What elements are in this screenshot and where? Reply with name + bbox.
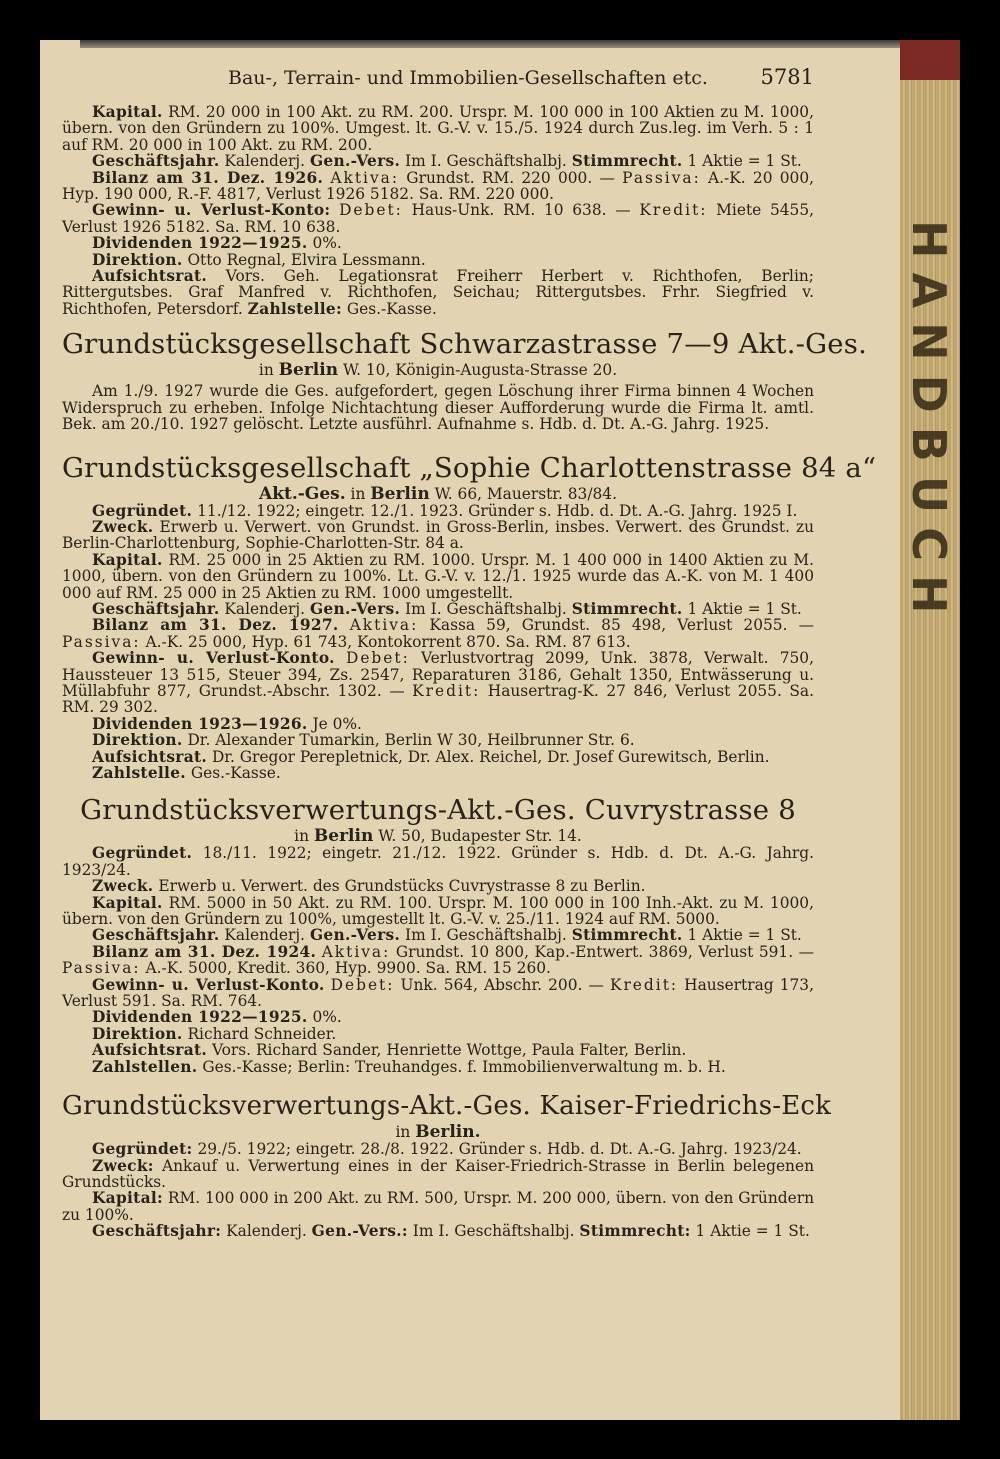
kapital-label: Kapital: bbox=[92, 1189, 163, 1208]
zweck-text: Ankauf u. Verwertung eines in der Kaiser-Friedrich-Strasse in Berlin belegenen Grundstücks. bbox=[62, 1156, 814, 1191]
st-text: 1 Aktie = 1 St. bbox=[687, 152, 802, 171]
aufsichtsrat-text: Dr. Gregor Perepletnick, Dr. Alex. Reichel, Dr. Josef Gurewitsch, Berlin. bbox=[211, 747, 770, 766]
st-label: Stimmrecht. bbox=[571, 152, 683, 171]
gv-label: Gen.-Vers.: bbox=[311, 1222, 408, 1241]
debet-text: Unk. 564, Abschr. 200. — bbox=[400, 975, 604, 994]
company-title: Grundstücksverwertungs-Akt.-Ges. Kaiser-Friedrichs-Eck bbox=[62, 1091, 832, 1122]
kredit-word: Kredit: bbox=[412, 681, 481, 700]
aufsichtsrat-label: Aufsichtsrat. bbox=[92, 1041, 208, 1060]
gegruendet-label: Gegründet. bbox=[92, 501, 193, 520]
kapital-label: Kapital. bbox=[92, 550, 163, 569]
bilanz-label: Bilanz am 31. Dez. 1926. bbox=[92, 168, 324, 187]
direktion-text: Dr. Alexander Tumarkin, Berlin W 30, Heilbrunner Str. 6. bbox=[187, 731, 635, 750]
zweck-text: Erwerb u. Verwert. des Grundstücks Cuvrystrasse 8 zu Berlin. bbox=[158, 877, 646, 896]
gv-text: Im I. Geschäftshalbj. bbox=[412, 1222, 575, 1241]
debet-word: Debet: bbox=[339, 201, 403, 220]
location-city: Berlin. bbox=[415, 1122, 481, 1143]
scanned-book-page bbox=[40, 40, 960, 1420]
dividenden-label: Dividenden 1922—1925. bbox=[92, 234, 308, 253]
st-text: 1 Aktie = 1 St. bbox=[687, 599, 802, 618]
aufsichtsrat-text: Vors. Richard Sander, Henriette Wottge, Paula Falter, Berlin. bbox=[211, 1041, 687, 1060]
gegruendet-text: 11./12. 1922; eingetr. 12./1. 1923. Gründer s. Hdb. d. Dt. A.-G. Jahrg. 1925 I. bbox=[197, 501, 798, 520]
location-city: Berlin bbox=[370, 483, 430, 504]
location-address: W. 50, Budapester Str. 14. bbox=[378, 827, 582, 846]
aktiva-text: Grundst. RM. 220 000. — bbox=[406, 168, 615, 187]
entry-text: Am 1./9. 1927 wurde die Ges. aufgefordert, gegen Löschung ihrer Firma binnen 4 Wochen Widerspruch zu erheben. Infolge Nichtachtung dieser Aufforderung wurde die Firma lt. amtl. Bek. am 20./10. 1927 gelöscht. Letzte ausführl. Aufnahme s. Hdb. d. Dt. A.-G. Jahrg. 1925. bbox=[62, 382, 814, 434]
gj-text: Kalenderj. bbox=[224, 926, 306, 945]
page-top-edge bbox=[80, 40, 900, 48]
location-in: in bbox=[294, 827, 309, 846]
st-text: 1 Aktie = 1 St. bbox=[695, 1222, 810, 1241]
kapital-text: RM. 20 000 in 100 Akt. zu RM. 200. Urspr. M. 100 000 in 100 Aktien zu M. 1000, übern. von den Gründern zu 100%. Umgest. lt. G.-V. v. 15./5. 1924 durch Zus.leg. im Verh. 5 : 1 auf RM. 20 000 in 100 Akt. zu RM. 200. bbox=[62, 103, 814, 154]
kapital-text: RM. 100 000 in 200 Akt. zu RM. 500, Urspr. M. 200 000, übern. von den Gründern zu 100%. bbox=[62, 1189, 814, 1224]
direktion-text: Richard Schneider. bbox=[187, 1024, 337, 1043]
aufsichtsrat-label: Aufsichtsrat. bbox=[92, 267, 208, 286]
aktiva-text: Kassa 59, Grundst. 85 498, Verlust 2055. — bbox=[429, 616, 814, 635]
st-label: Stimmrecht. bbox=[571, 599, 683, 618]
kredit-text: Miete 5455, Verlust 1926 5182. Sa. RM. 10 638. bbox=[62, 201, 815, 236]
location-in: in bbox=[395, 1123, 411, 1142]
aktiva-word: Aktiva: bbox=[349, 616, 419, 635]
running-header bbox=[62, 65, 814, 90]
page bbox=[40, 40, 900, 1420]
dividenden-text: 0%. bbox=[312, 234, 342, 253]
direktion-label: Direktion. bbox=[92, 250, 183, 269]
zahlstelle-label: Zahlstelle. bbox=[92, 764, 186, 782]
debet-text: Verlustvortrag 2099, Unk. 3878, Verwalt. 750, Haussteuer 13 515, Steuer 394, Zs. 2547, Reparaturen 3186, Gehalt 1350, Entwässerung u. Müllabfuhr 877, Grundst.-Abschr. 1302. — bbox=[62, 649, 814, 700]
entry-continued bbox=[62, 104, 814, 317]
passiva-text: A.-K. 25 000, Hyp. 61 743, Kontokorrent 870. Sa. RM. 87 613. bbox=[145, 632, 631, 651]
dividenden-text: Je 0%. bbox=[312, 714, 362, 733]
passiva-text: A.-K. 5000, Kredit. 360, Hyp. 9900. Sa. RM. 15 260. bbox=[145, 959, 551, 978]
gv-label: Gen.-Vers. bbox=[309, 599, 401, 618]
spine-lettering: HANDBUCH bbox=[902, 220, 956, 628]
zweck-label: Zweck. bbox=[92, 517, 154, 536]
entry-schwarzastrasse bbox=[62, 327, 868, 434]
gj-label: Geschäftsjahr. bbox=[92, 152, 220, 171]
st-text: 1 Aktie = 1 St. bbox=[687, 926, 802, 945]
dividenden-text: 0%. bbox=[312, 1008, 342, 1027]
st-label: Stimmrecht: bbox=[579, 1222, 691, 1241]
company-location bbox=[62, 1123, 814, 1141]
zweck-text: Erwerb u. Verwert. von Grundst. in Gross-Berlin, insbes. Verwert. des Grundst. zu Berlin-Charlottenburg, Sophie-Charlotten-Str. 84 a. bbox=[62, 517, 814, 553]
aktiva-text: Grundst. 10 800, Kap.-Entwert. 3869, Verlust 591. — bbox=[395, 942, 814, 961]
gj-label: Geschäftsjahr. bbox=[92, 926, 220, 945]
kapital-label: Kapital. bbox=[92, 103, 163, 121]
direktion-text: Otto Regnal, Elvira Lessmann. bbox=[187, 250, 426, 269]
gv-label: Gen.-Vers. bbox=[309, 152, 401, 171]
gegruendet-text: 18./11. 1922; eingetr. 21./12. 1922. Gründer s. Hdb. d. Dt. A.-G. Jahrg. 1923/24. bbox=[62, 844, 814, 879]
bilanz-label: Bilanz am 31. Dez. 1927. bbox=[92, 616, 339, 635]
company-title: Grundstücksgesellschaft „Sophie Charlottenstrasse 84 a“ bbox=[62, 451, 877, 484]
st-label: Stimmrecht. bbox=[571, 926, 683, 945]
gv-text: Im I. Geschäftshalbj. bbox=[405, 926, 567, 945]
aktiva-word: Aktiva: bbox=[321, 942, 391, 961]
location-city: Berlin bbox=[313, 826, 374, 847]
location-city: Berlin bbox=[278, 360, 339, 381]
zahlstelle-text: Ges.-Kasse. bbox=[346, 299, 437, 318]
zahlstellen-label: Zahlstellen. bbox=[92, 1057, 198, 1076]
page-number: 5781 bbox=[760, 65, 814, 89]
gv-label: Gen.-Vers. bbox=[309, 926, 401, 945]
company-title: Grundstücksgesellschaft Schwarzastrasse 7—9 Akt.-Ges. bbox=[62, 328, 868, 361]
dividenden-label: Dividenden 1923—1926. bbox=[92, 714, 308, 733]
spine-red-band bbox=[900, 40, 960, 80]
debet-word: Debet: bbox=[345, 649, 410, 668]
passiva-text: A.-K. 20 000, Hyp. 190 000, R.-F. 4817, Verlust 1926 5182. Sa. RM. 220 000. bbox=[62, 168, 815, 204]
guv-label: Gewinn- u. Verlust-Konto. bbox=[92, 975, 325, 994]
gegruendet-text: 29./5. 1922; eingetr. 28./8. 1922. Gründer s. Hdb. d. Dt. A.-G. Jahrg. 1923/24. bbox=[197, 1140, 802, 1159]
company-location bbox=[62, 827, 814, 845]
guv-label: Gewinn- u. Verlust-Konto: bbox=[92, 201, 331, 220]
passiva-word: Passiva: bbox=[62, 632, 141, 651]
passiva-word: Passiva: bbox=[62, 959, 141, 978]
company-location bbox=[62, 361, 814, 379]
gegruendet-label: Gegründet. bbox=[92, 844, 193, 863]
location-in: in bbox=[350, 484, 366, 503]
kapital-label: Kapital. bbox=[92, 893, 163, 912]
gj-text: Kalenderj. bbox=[224, 152, 306, 171]
company-title: Grundstücksverwertungs-Akt.-Ges. Cuvrystrasse 8 bbox=[80, 794, 796, 827]
zahlstelle-label: Zahlstelle: bbox=[247, 299, 342, 318]
gj-label: Geschäftsjahr: bbox=[92, 1222, 222, 1241]
kredit-text: Hausertrag-K. 27 846, Verlust 2055. Sa. RM. 29 302. bbox=[62, 681, 814, 717]
kredit-text: Hausertrag 173, Verlust 591. Sa. RM. 764. bbox=[62, 975, 814, 1011]
debet-word: Debet: bbox=[330, 975, 395, 994]
zweck-label: Zweck. bbox=[92, 877, 154, 896]
guv-label: Gewinn- u. Verlust-Konto. bbox=[92, 649, 335, 668]
gj-label: Geschäftsjahr. bbox=[92, 599, 220, 618]
direktion-label: Direktion. bbox=[92, 1024, 183, 1043]
page-content bbox=[62, 65, 877, 1241]
gj-text: Kalenderj. bbox=[224, 599, 306, 618]
kapital-text: RM. 25 000 in 25 Aktien zu RM. 1000. Urspr. M. 1 400 000 in 1400 Aktien zu M. 1000, übern. von den Gründern zu 100%. Lt. G.-V. v. 12./1. 1925 wurde das A.-K. von M. 1 400 000 auf RM. 25 000 in 25 Aktien zu RM. 1000 umgestellt. bbox=[62, 550, 814, 602]
location-address: W. 66, Mauerstr. 83/84. bbox=[434, 484, 617, 503]
company-title-suffix: Akt.-Ges. bbox=[259, 483, 346, 504]
gv-text: Im I. Geschäftshalbj. bbox=[405, 599, 567, 618]
bilanz-label: Bilanz am 31. Dez. 1924. bbox=[92, 942, 317, 961]
aufsichtsrat-label: Aufsichtsrat. bbox=[92, 747, 208, 766]
location-in: in bbox=[258, 361, 274, 380]
kredit-word: Kredit: bbox=[639, 201, 708, 220]
zweck-label: Zweck: bbox=[92, 1156, 154, 1175]
running-header-title: Bau-, Terrain- und Immobilien-Gesellschaften etc. bbox=[228, 67, 708, 89]
passiva-word: Passiva: bbox=[622, 168, 701, 187]
aktiva-word: Aktiva: bbox=[330, 168, 400, 187]
direktion-label: Direktion. bbox=[92, 731, 183, 750]
gegruendet-label: Gegründet: bbox=[92, 1140, 193, 1159]
location-address: W. 10, Königin-Augusta-Strasse 20. bbox=[342, 361, 618, 380]
entry-sophie-charlottenstrasse bbox=[62, 451, 877, 782]
aufsichtsrat-text: Vors. Geh. Legationsrat Freiherr Herbert v. Richthofen, Berlin; Rittergutsbes. Graf Manfred v. Richthofen, Seichau; Rittergutsbes. Frhr. Siegfried v. Richthofen, Petersdorf. bbox=[62, 267, 814, 318]
gj-text: Kalenderj. bbox=[226, 1222, 307, 1241]
entry-cuvrystrasse bbox=[62, 793, 814, 1075]
zahlstellen-text: Ges.-Kasse; Berlin: Treuhandges. f. Immobilienverwaltung m. b. H. bbox=[202, 1057, 726, 1076]
company-location bbox=[62, 485, 814, 503]
kredit-word: Kredit: bbox=[609, 975, 679, 994]
book-spine-edge bbox=[900, 40, 960, 1420]
debet-text: Haus-Unk. RM. 10 638. — bbox=[411, 201, 631, 220]
entry-kaiser-friedrichs-eck bbox=[62, 1089, 832, 1241]
gv-text: Im I. Geschäftshalbj. bbox=[405, 152, 567, 171]
kapital-text: RM. 5000 in 50 Akt. zu RM. 100. Urspr. M. 100 000 in 100 Inh.-Akt. zu M. 1000, übern. von den Gründern zu 100%, umgestellt lt. G.-V. v. 25./11. 1924 auf RM. 5000. bbox=[62, 893, 814, 929]
dividenden-label: Dividenden 1922—1925. bbox=[92, 1008, 308, 1027]
zahlstelle-text: Ges.-Kasse. bbox=[190, 764, 281, 782]
